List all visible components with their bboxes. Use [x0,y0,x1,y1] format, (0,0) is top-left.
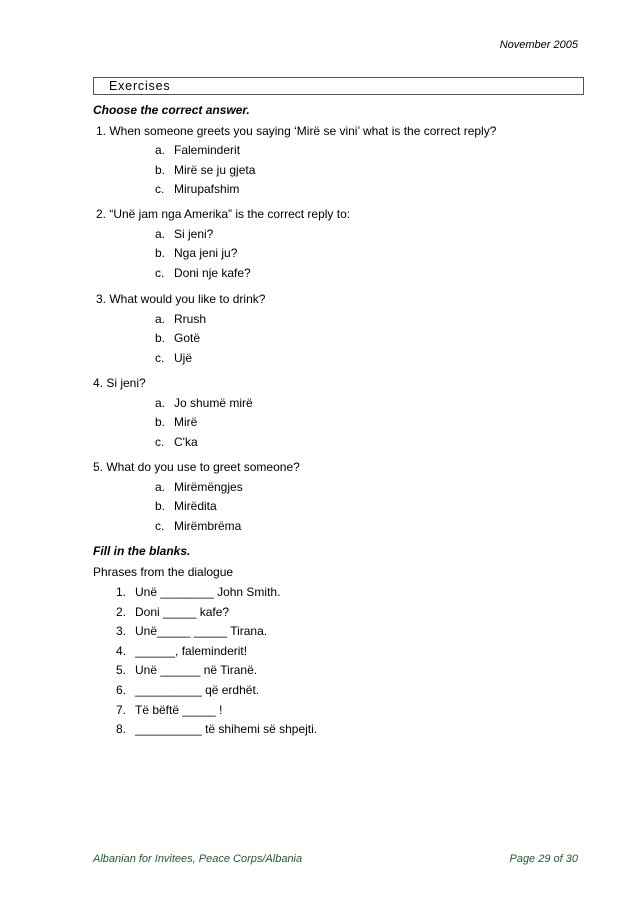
question-3-prompt: 3. What would you like to drink? [96,292,266,306]
part1-instruction: Choose the correct answer. [93,103,250,117]
blank-item-8-number: 8. [116,722,127,736]
question-5-option-a: Mirëmëngjes [174,480,243,494]
question-3-option-b: Gotë [174,331,201,345]
question-3-option-c-letter: c. [155,351,165,365]
question-1-option-b: Mirë se ju gjeta [174,163,256,177]
footer-page-number: Page 29 of 30 [509,853,578,865]
question-4-option-a-letter: a. [155,396,166,410]
section-title: Exercises [109,79,171,93]
question-3-option-a: Rrush [174,312,207,326]
question-1-prompt: 1. When someone greets you saying ‘Mirë se vini’ what is the correct reply? [96,124,497,138]
blank-item-6: __________ që erdhët. [135,683,260,697]
blank-item-8: __________ të shihemi së shpejti. [135,722,318,736]
question-3-option-b-letter: b. [155,331,166,345]
question-1-option-c-letter: c. [155,182,165,196]
question-1-option-c: Mirupafshim [174,182,240,196]
question-4-option-b: Mirë [174,415,198,429]
blank-item-2-number: 2. [116,605,127,619]
question-5-option-c-letter: c. [155,519,165,533]
question-2-option-b-letter: b. [155,246,166,260]
blank-item-1-number: 1. [116,585,127,599]
question-5-option-b-letter: b. [155,499,166,513]
footer-title: Albanian for Invitees, Peace Corps/Albania [93,853,303,865]
question-4-option-b-letter: b. [155,415,166,429]
question-4-prompt: 4. Si jeni? [93,376,146,390]
blank-item-2: Doni _____ kafe? [135,605,230,619]
question-4-option-c: C'ka [174,435,198,449]
blank-item-7-number: 7. [116,703,127,717]
question-2-prompt: 2. “Unë jam nga Amerika” is the correct reply to: [96,207,351,221]
part2-instruction: Fill in the blanks. [93,544,191,558]
question-1-option-a: Faleminderit [174,143,241,157]
question-1-option-b-letter: b. [155,163,166,177]
question-2-option-a: Si jeni? [174,227,214,241]
blank-item-5-number: 5. [116,663,127,677]
blank-item-5: Unë ______ në Tiranë. [135,663,258,677]
question-4-option-a: Jo shumë mirë [174,396,253,410]
question-2-option-b: Nga jeni ju? [174,246,238,260]
question-5-option-b: Mirëdita [174,499,217,513]
part2-subtitle: Phrases from the dialogue [93,565,234,579]
header-date: November 2005 [499,39,578,51]
blank-item-4: ______, faleminderit! [135,644,248,658]
blank-item-3: Unë_____ _____ Tirana. [135,624,268,638]
blank-item-6-number: 6. [116,683,127,697]
blank-item-4-number: 4. [116,644,127,658]
question-3-option-c: Ujë [174,351,193,365]
question-2-option-a-letter: a. [155,227,166,241]
question-5-option-a-letter: a. [155,480,166,494]
question-5-option-c: Mirëmbrëma [174,519,242,533]
question-2-option-c-letter: c. [155,266,165,280]
question-1-option-a-letter: a. [155,143,166,157]
question-5-prompt: 5. What do you use to greet someone? [93,460,300,474]
question-3-option-a-letter: a. [155,312,166,326]
question-4-option-c-letter: c. [155,435,165,449]
blank-item-1: Unë ________ John Smith. [135,585,281,599]
question-2-option-c: Doni nje kafe? [174,266,251,280]
blank-item-3-number: 3. [116,624,127,638]
blank-item-7: Të bëftë _____ ! [135,703,223,717]
section-header-box [93,77,584,95]
